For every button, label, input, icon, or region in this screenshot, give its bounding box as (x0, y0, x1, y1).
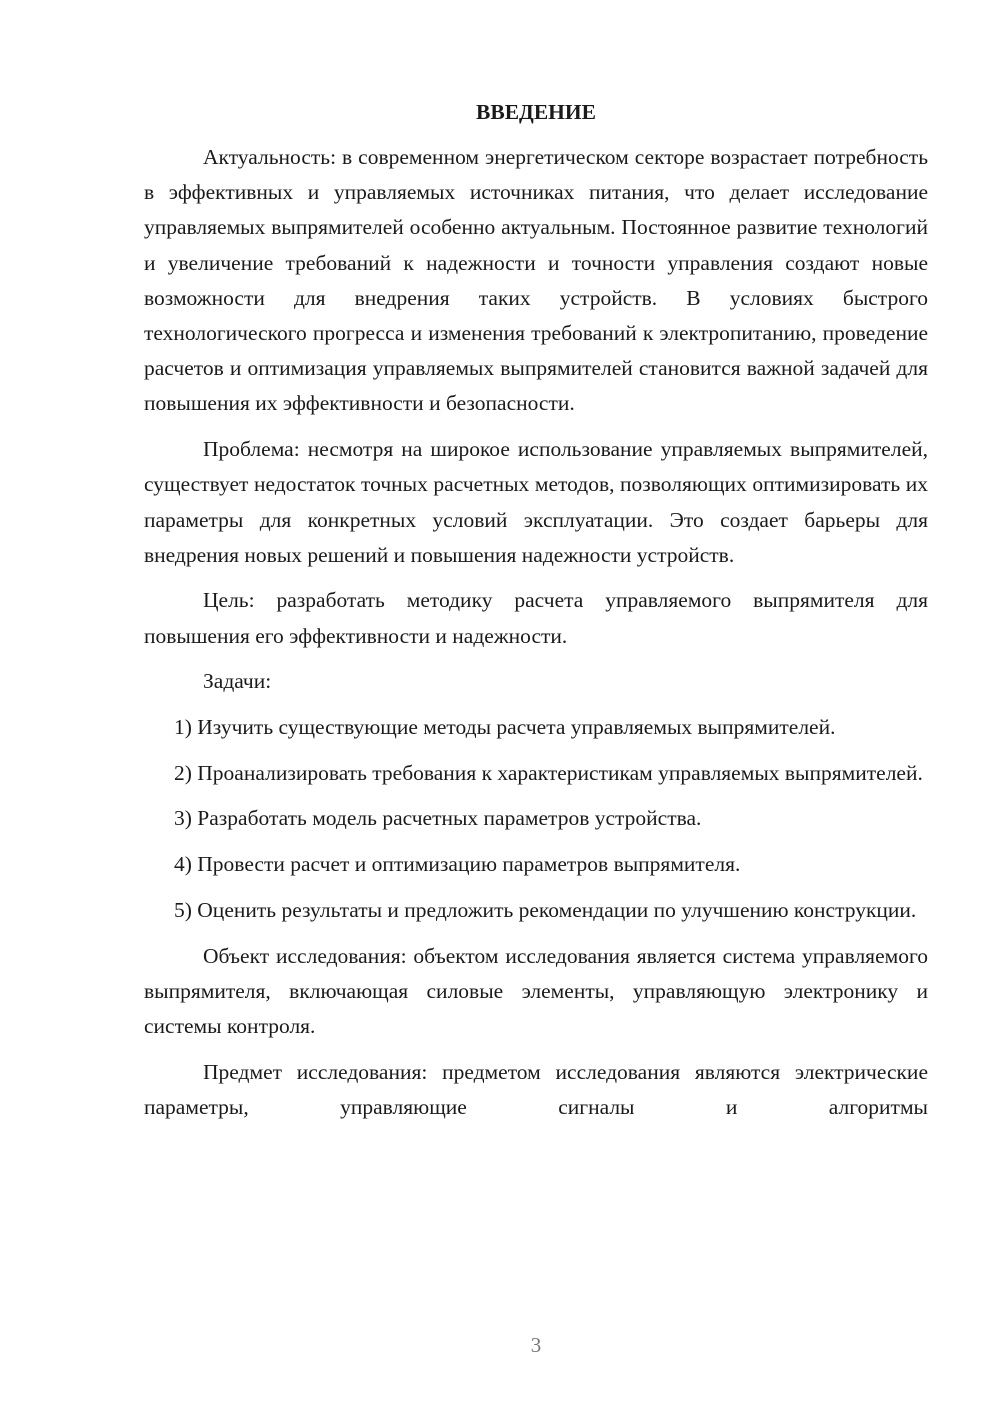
task-item-2: 2) Проанализировать требования к характеристикам управляемых выпрямителей. (174, 760, 923, 785)
task-item-3: 3) Разработать модель расчетных параметров устройства. (174, 806, 702, 831)
paragraph-object: Объект исследования: объектом исследования является система управляемого выпрямителя, включающая силовые элементы, управляющую электронику и системы контроля. (144, 943, 928, 1038)
task-item-4: 4) Провести расчет и оптимизацию параметров выпрямителя. (174, 852, 741, 877)
task-item-1: 1) Изучить существующие методы расчета управляемых выпрямителей. (174, 715, 836, 740)
paragraph-goal: Цель: разработать методику расчета управляемого выпрямителя для повышения его эффективности и надежности. (144, 588, 928, 648)
page-body (144, 96, 928, 1136)
paragraph-subject: Предмет исследования: предметом исследования являются электрические параметры, управляющие сигналы и алгоритмы (144, 1059, 928, 1119)
task-item-5: 5) Оценить результаты и предложить рекомендации по улучшению конструкции. (174, 897, 917, 922)
paragraph-relevance: Актуальность: в современном энергетическом секторе возрастает потребность в эффективных и управляемых источниках питания, что делает исследование управляемых выпрямителей особенно актуальным. Постоянное развитие технологий и увеличение требований к надежности и точности управления создают новые возможности для внедрения таких устройств. В условиях быстрого технологического прогресса и изменения требований к электропитанию, проведение расчетов и оптимизация управляемых выпрямителей становится важной задачей для повышения их эффективности и безопасности. (144, 145, 928, 416)
tasks-heading: Задачи: (203, 669, 272, 694)
paragraph-problem: Проблема: несмотря на широкое использование управляемых выпрямителей, существует недостаток точных расчетных методов, позволяющих оптимизировать их параметры для конкретных условий эксплуатации. Это создает барьеры для внедрения новых решений и повышения надежности устройств. (144, 437, 928, 567)
page-number: 3 (530, 1333, 542, 1357)
page-title: ВВЕДЕНИЕ (476, 100, 596, 124)
